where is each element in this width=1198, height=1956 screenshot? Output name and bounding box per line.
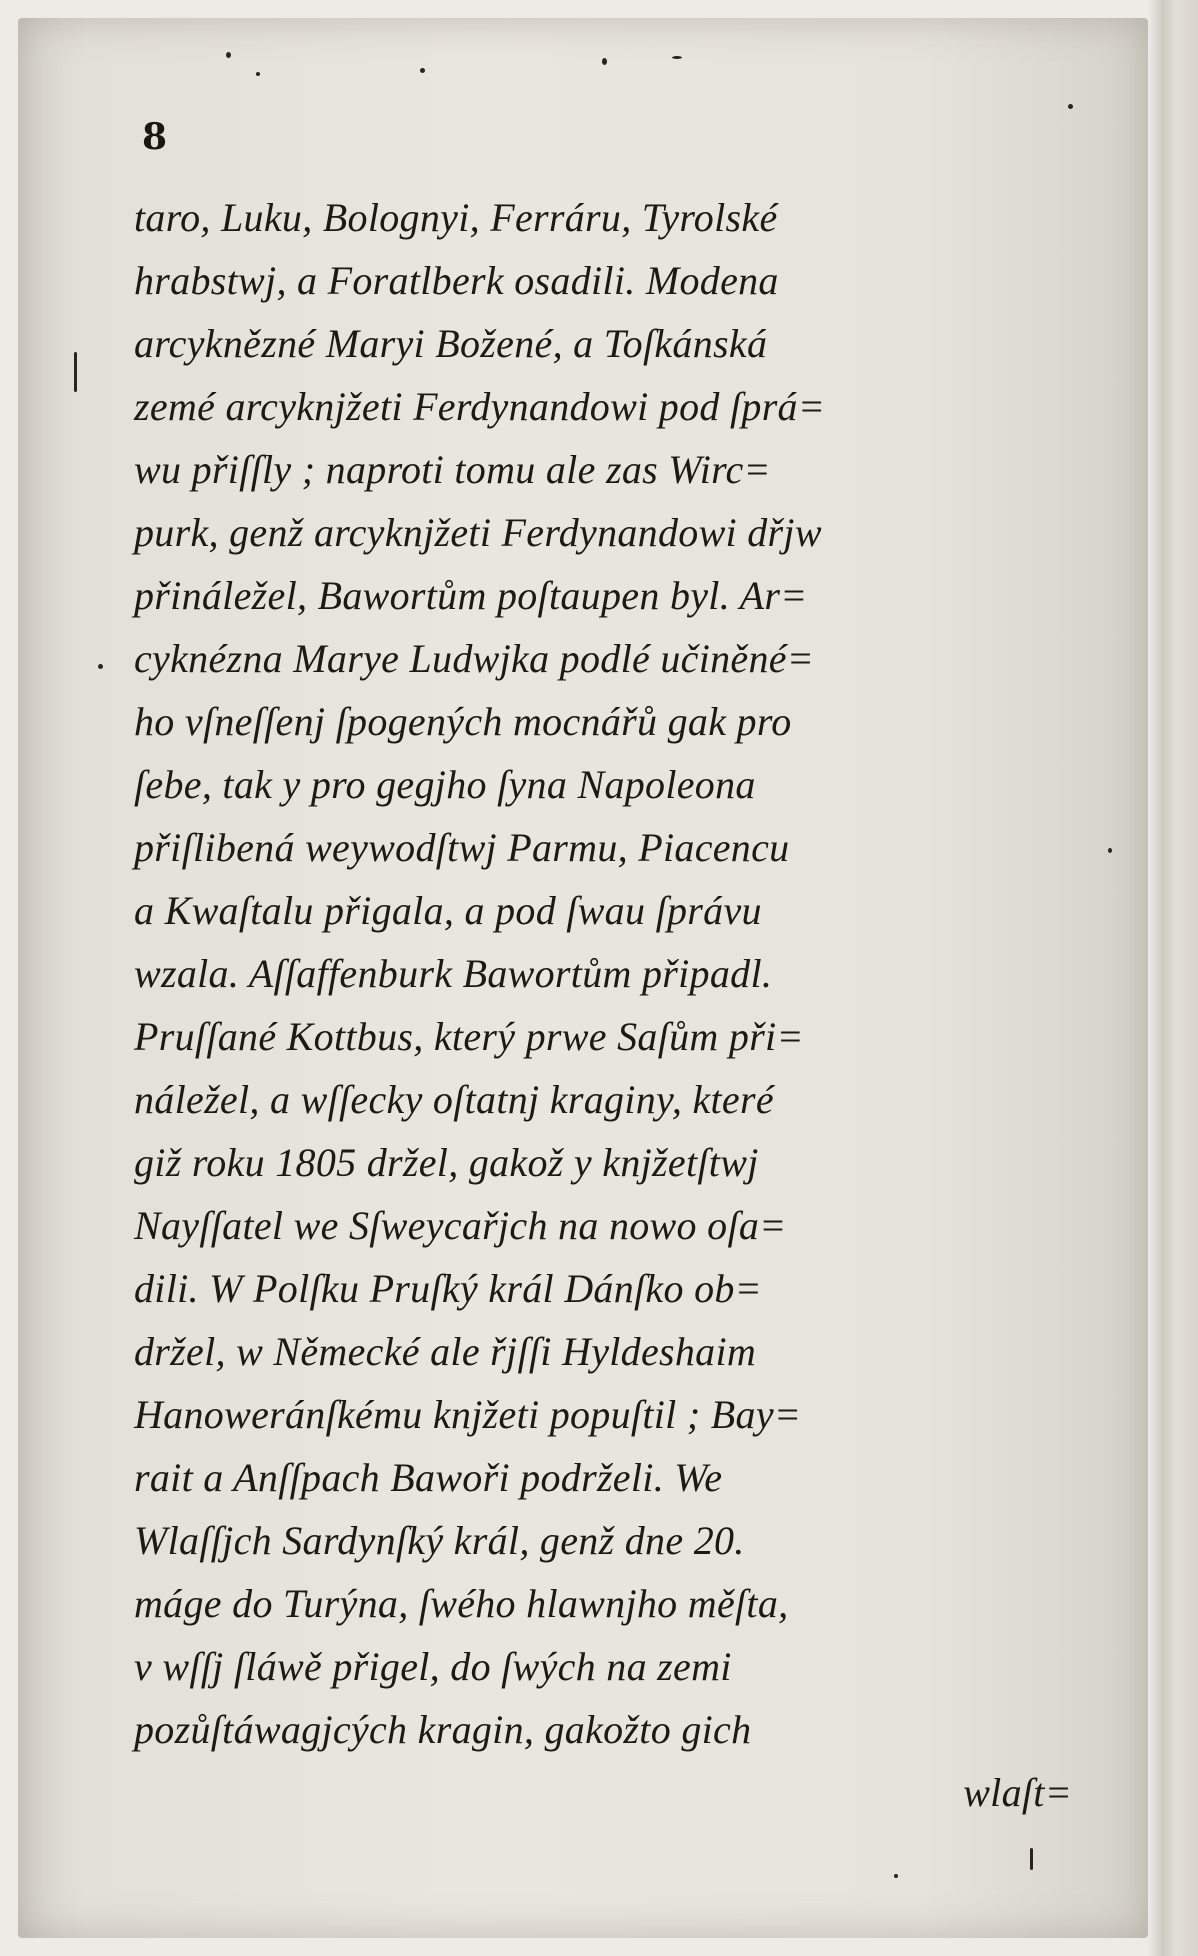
text-line: Hanoweránſkému knjžeti popuſtil ; Bay= <box>134 1392 802 1437</box>
text-line: pozůſtáwagjcých kragin, gakožto gich <box>134 1707 752 1752</box>
paper-speck <box>226 52 231 58</box>
text-line: hrabstwj, a Foratlberk osadili. Modena <box>134 258 779 303</box>
text-line: zemé arcyknjžeti Ferdynandowi pod ſprá= <box>134 384 826 429</box>
text-line: a Kwaſtalu přigala, a pod ſwau ſprávu <box>134 888 762 933</box>
text-line: cyknézna Marye Ludwjka podlé učiněné= <box>134 636 815 681</box>
page-number: 8 <box>142 116 168 158</box>
text-line: giž roku 1805 držel, gakož y knjžetſtwj <box>134 1140 759 1185</box>
text-line: máge do Turýna, ſwého hlawnjho měſta, <box>134 1581 789 1626</box>
paper-speck <box>672 56 682 59</box>
paper-speck <box>1068 104 1073 109</box>
text-line: wu přiſſly ; naproti tomu ale zas Wirc= <box>134 447 771 492</box>
paper-speck <box>1030 1848 1033 1870</box>
text-line: přiſlibená weywodſtwj Parmu, Piacencu <box>134 825 790 870</box>
text-line: Nayſſatel we Sſweycařjch na nowo oſa= <box>134 1203 787 1248</box>
text-line: přináležel, Bawortům poſtaupen byl. Ar= <box>134 573 808 618</box>
paper-speck <box>74 352 77 392</box>
paper-speck <box>602 58 607 65</box>
text-line: purk, genž arcyknjžeti Ferdynandowi dřjw <box>134 510 822 555</box>
paper-speck <box>894 1874 898 1878</box>
paper-speck <box>256 72 260 76</box>
catchword: wlaſt= <box>963 1770 1072 1815</box>
text-line: Wlaſſjch Sardynſký král, genž dne 20. <box>134 1518 745 1563</box>
paper-speck <box>1108 848 1112 853</box>
text-line: dili. W Polſku Pruſký král Dánſko ob= <box>134 1266 762 1311</box>
text-line: náležel, a wſſecky oſtatnj kraginy, které <box>134 1077 774 1122</box>
paper-speck <box>98 664 103 669</box>
body-text <box>134 186 1094 1824</box>
page-edge <box>1148 0 1198 1956</box>
text-line: Pruſſané Kottbus, který prwe Saſům při= <box>134 1014 804 1059</box>
text-line: wzala. Aſſaffenburk Bawortům připadl. <box>134 951 773 996</box>
paper-speck <box>420 68 425 73</box>
text-line: ho vſneſſenj ſpogených mocnářů gak pro <box>134 699 792 744</box>
text-line: taro, Luku, Bolognyi, Ferráru, Tyrolské <box>134 195 778 240</box>
text-line: arcyknězné Maryi Božené, a Toſkánská <box>134 321 768 366</box>
text-line: ſebe, tak y pro gegjho ſyna Napoleona <box>134 762 756 807</box>
text-line: rait a Anſſpach Bawoři podrželi. We <box>134 1455 723 1500</box>
text-line: v wſſj ſláwě přigel, do ſwých na zemi <box>134 1644 732 1689</box>
text-line: držel, w Německé ale řjſſi Hyldeshaim <box>134 1329 757 1374</box>
